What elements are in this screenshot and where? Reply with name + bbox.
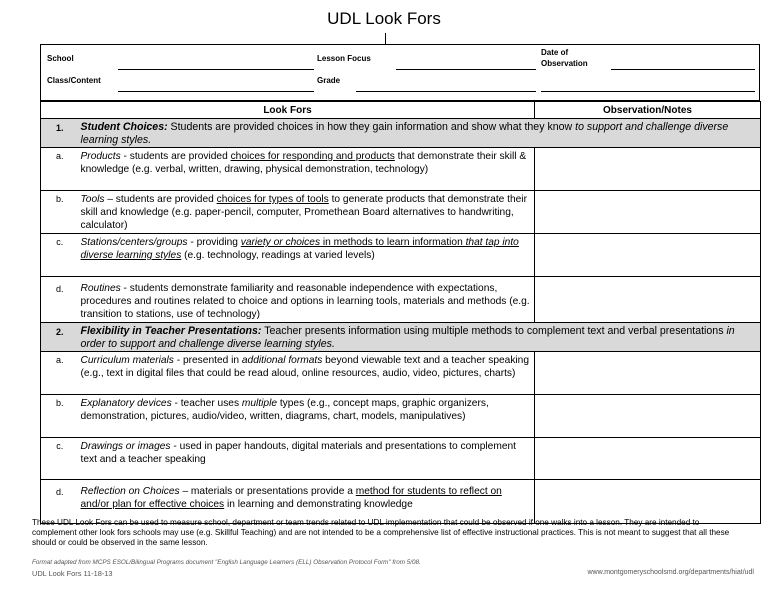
item-letter: d. (41, 480, 79, 524)
col-header-notes: Observation/Notes (535, 102, 761, 119)
version-label: UDL Look Fors 11-18-13 (32, 569, 113, 578)
item-letter: b. (41, 191, 79, 234)
notes-cell[interactable] (535, 191, 761, 234)
page-title: UDL Look Fors (327, 9, 441, 28)
look-for-text: Tools – students are provided choices for types of tools to generate products that demonstrate their skill and knowledge (e.g. paper-pencil, computer, Promethean Board alternatives to handwriting, calculator) (79, 191, 535, 234)
notes-cell[interactable] (535, 234, 761, 277)
grade-label: Grade (317, 76, 341, 85)
col-header-look-fors: Look Fors (41, 102, 535, 119)
notes-cell[interactable] (535, 148, 761, 191)
notes-cell[interactable] (535, 395, 761, 438)
table-row (41, 395, 761, 438)
item-letter: d. (41, 277, 79, 323)
look-for-text: Curriculum materials - presented in additional formats beyond viewable text and a teacher speaking (e.g., text in digital files that could be read aloud, online resources, audio, video, pictures, charts) (79, 352, 535, 395)
school-field[interactable] (118, 69, 314, 70)
look-for-text: Reflection on Choices – materials or presentations provide a method for students to reflect on and/or plan for effective choices in learning and demonstrating knowledge (79, 480, 535, 524)
notes-cell[interactable] (535, 480, 761, 524)
class-content-label: Class/Content (47, 76, 101, 85)
notes-cell[interactable] (535, 277, 761, 323)
section-text: Flexibility in Teacher Presentations: Teacher presents information using multiple methods to complement text and verbal presentations in order to support and challenge diverse learning styles. (79, 323, 761, 352)
footer-url[interactable]: www.montgomeryschoolsmd.org/departments/hiat/udl (587, 569, 754, 576)
item-letter: c. (41, 438, 79, 480)
look-fors-table (40, 101, 761, 524)
source-note: Format adapted from MCPS ESOL/Bilingual Programs document "English Language Learners (ELL) Observation Protocol Form" from 5/08. (32, 559, 421, 566)
lesson-focus-label: Lesson Focus (317, 54, 371, 63)
table-row (41, 352, 761, 395)
table-row (41, 438, 761, 480)
header-form (40, 44, 760, 101)
table-row (41, 480, 761, 524)
grade-field-extension[interactable] (541, 91, 755, 92)
item-letter: b. (41, 395, 79, 438)
look-for-text: Drawings or images - used in paper handouts, digital materials and presentations to complement text and a teacher speaking (79, 438, 535, 480)
section-row (41, 323, 761, 352)
item-letter: a. (41, 352, 79, 395)
date-label-line2: Observation (541, 59, 588, 68)
title-divider (385, 33, 386, 44)
look-for-text: Products - students are provided choices for responding and products that demonstrate their skill & knowledge (e.g. verbal, written, drawing, physical demonstration, technology) (79, 148, 535, 191)
notes-cell[interactable] (535, 438, 761, 480)
table-row (41, 234, 761, 277)
look-for-text: Stations/centers/groups - providing variety or choices in methods to learn information that tap into diverse learning styles (e.g. technology, readings at varied levels) (79, 234, 535, 277)
table-row (41, 148, 761, 191)
section-number: 1. (41, 119, 79, 148)
look-for-text: Explanatory devices - teacher uses multiple types (e.g., concept maps, graphic organizers, demonstration, pictures, audio/video, written, diagrams, chart, models, manipulatives) (79, 395, 535, 438)
item-letter: c. (41, 234, 79, 277)
class-content-field[interactable] (118, 91, 314, 92)
grade-field[interactable] (356, 91, 536, 92)
date-field[interactable] (611, 69, 755, 70)
school-label: School (47, 54, 74, 63)
section-text: Student Choices: Students are provided choices in how they gain information and show what they know to support and challenge diverse learning styles. (79, 119, 761, 148)
section-number: 2. (41, 323, 79, 352)
notes-cell[interactable] (535, 352, 761, 395)
section-row (41, 119, 761, 148)
lesson-focus-field[interactable] (396, 69, 536, 70)
footnote: These UDL Look Fors can be used to measure school, department or team trends related to UDL implementation that could be observed if one walks into a lesson. They are intended to complement other look fors schools may use (e.g. Skillful Teaching) and are not intended to be a comprehensive list of effective instructional practices. This is not meant to suggest that all these should or could be observed in the same lesson. (32, 518, 730, 547)
table-row (41, 277, 761, 323)
table-row (41, 191, 761, 234)
date-label-line1: Date of (541, 48, 569, 57)
item-letter: a. (41, 148, 79, 191)
look-for-text: Routines - students demonstrate familiarity and reasonable independence with expectations, procedures and routines related to choice and options in learning tools, materials and methods (e.g. transition to stations, use of technology) (79, 277, 535, 323)
